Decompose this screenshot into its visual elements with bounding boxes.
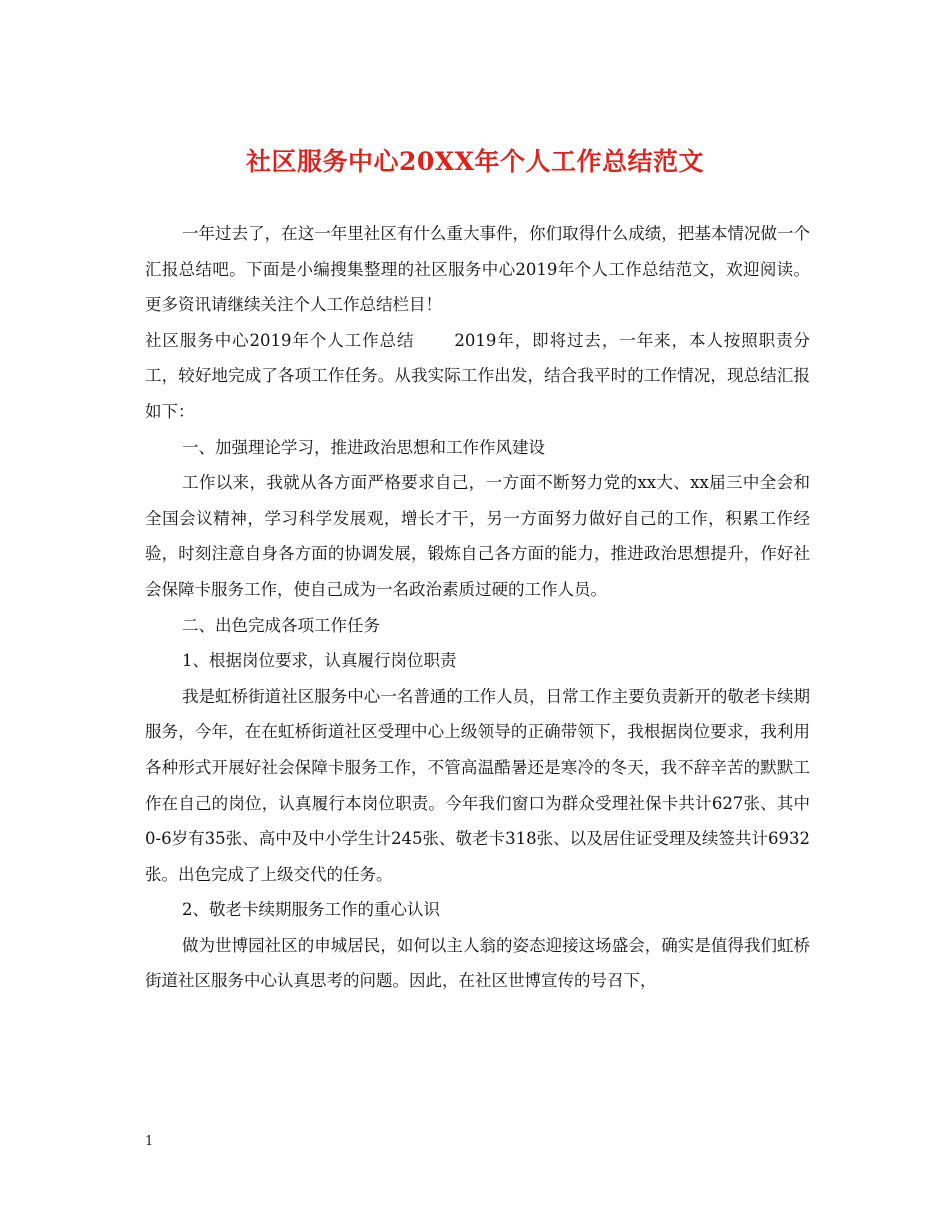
subsection-heading-1: 1、根据岗位要求，认真履行岗位职责	[182, 651, 457, 671]
section-heading-1: 一、加强理论学习，推进政治思想和工作作风建设	[182, 437, 545, 457]
intro-paragraph: 一年过去了，在这一年里社区有什么重大事件，你们取得什么成绩，把基本情况做一个汇报总结吧。下面是小编搜集整理的社区服务中心2019年个人工作总结范文，欢迎阅读。更多资讯请继续关注个人工作总结栏目！	[145, 224, 810, 315]
section-paragraph-3: 做为世博园社区的申城居民，如何以主人翁的姿态迎接这场盛会，确实是值得我们虹桥街道社区服务中心认真思考的问题。因此，在社区世博宣传的号召下，	[145, 935, 810, 991]
document-body	[145, 216, 810, 999]
page-number: 1	[145, 1134, 154, 1149]
section-paragraph-2: 我是虹桥街道社区服务中心一名普通的工作人员，日常工作主要负责新开的敬老卡续期服务，今年，在在虹桥街道社区受理中心上级领导的正确带领下，我根据岗位要求，我利用各种形式开展好社会保障卡服务工作，不管高温酷暑还是寒冷的冬天，我不辞辛苦的默默工作在自己的岗位，认真履行本岗位职责。今年我们窗口为群众受理社保卡共计627张、其中0-6岁有35张、高中及中小学生计245张、敬老卡318张、以及居住证受理及续签共计6932张。出色完成了上级交代的任务。	[145, 686, 810, 884]
subsection-heading-2: 2、敬老卡续期服务工作的重心认识	[182, 900, 440, 920]
section-paragraph-1: 工作以来，我就从各方面严格要求自己，一方面不断努力党的xx大、xx届三中全会和全国会议精神，学习科学发展观，增长才干，另一方面努力做好自己的工作，积累工作经验，时刻注意自身各方面的协调发展，锻炼自己各方面的能力，推进政治思想提升，作好社会保障卡服务工作，使自己成为一名政治素质过硬的工作人员。	[145, 473, 810, 599]
summary-label: 社区服务中心2019年个人工作总结	[145, 330, 415, 350]
document-title: 社区服务中心20XX年个人工作总结范文	[245, 147, 705, 176]
summary-paragraph	[145, 323, 810, 430]
section-heading-2: 二、出色完成各项工作任务	[182, 615, 380, 635]
summary-text: 2019年，即将过去，一年来，本人按照职责分工，较好地完成了各项工作任务。从我实际工作出发，结合我平时的工作情况，现总结汇报如下：	[145, 330, 810, 421]
